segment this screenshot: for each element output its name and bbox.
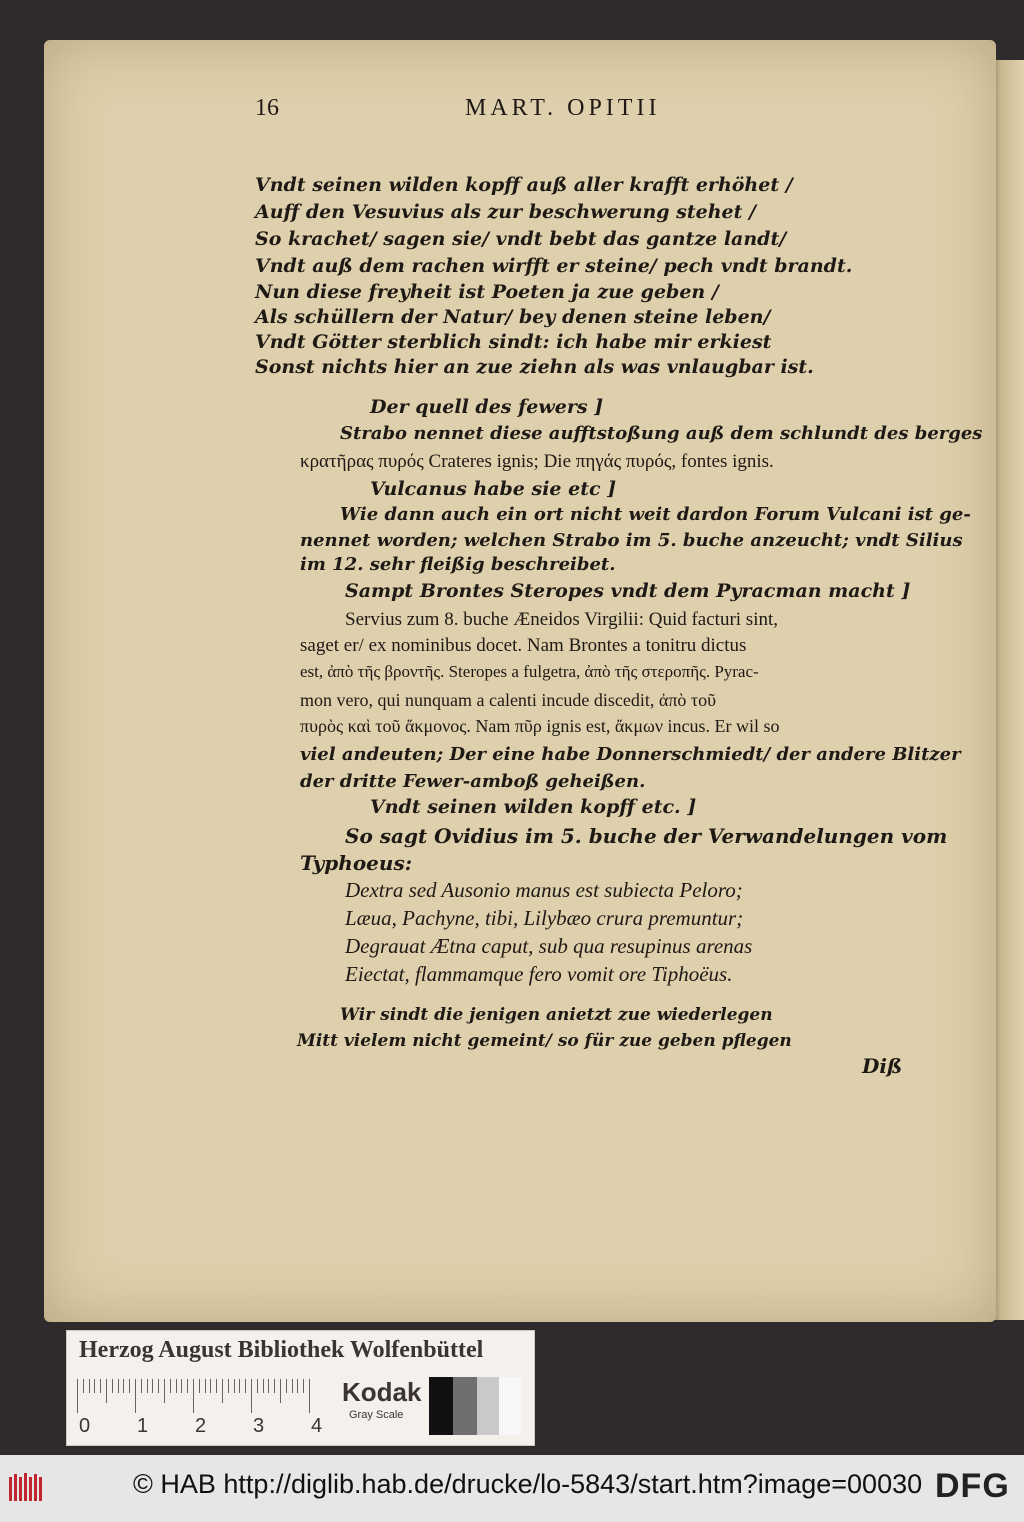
- ruler-tick: [181, 1379, 182, 1393]
- ruler-tick: [251, 1379, 252, 1413]
- note-line: der dritte Fewer-amboß geheißen.: [300, 771, 646, 792]
- ruler-tick: [216, 1379, 217, 1393]
- ruler-number: 1: [137, 1415, 149, 1437]
- verse-line: Als schüllern der Natur/ bey denen steine leben/: [255, 306, 771, 328]
- dfg-logo: DFG: [935, 1467, 1010, 1505]
- page-number: 16: [255, 95, 279, 121]
- ruler-number: 3: [253, 1415, 265, 1437]
- note-line: Strabo nennet diese aufftstoßung auß dem schlundt des berges: [340, 423, 983, 444]
- ruler-tick: [158, 1379, 159, 1393]
- ruler-tick: [135, 1379, 136, 1413]
- ruler-tick: [228, 1379, 229, 1393]
- ruler-number: 0: [79, 1415, 91, 1437]
- note-line: Servius zum 8. buche Æneidos Virgilii: Quid facturi sint,: [345, 609, 779, 630]
- ruler-tick: [234, 1379, 235, 1393]
- ruler-tick: [129, 1379, 130, 1393]
- verse-line: Wir sindt die jenigen anietzt zue wiederlegen: [340, 1005, 773, 1025]
- note-lemma: Vulcanus habe sie etc ]: [370, 478, 617, 500]
- verse-line: So krachet/ sagen sie/ vndt bebt das gantze landt/: [255, 228, 787, 250]
- ruler-number: 4: [311, 1415, 323, 1437]
- ruler-tick: [292, 1379, 293, 1393]
- ruler-tick: [118, 1379, 119, 1393]
- note-line: est, ἀπὸ τῆς βροντῆς. Steropes a fulgetra, ἀπὸ τῆς στεροπῆς. Pyrac-: [300, 662, 759, 681]
- kodak-subtitle: Gray Scale: [349, 1409, 404, 1421]
- note-line: πυρὸς καὶ τοῦ ἄκμονος. Nam πῦρ ignis est, ἄκμων incus. Er wil so: [300, 716, 780, 736]
- ruler-tick: [141, 1379, 142, 1393]
- ruler-tick: [210, 1379, 211, 1393]
- verse-line: Sonst nichts hier an zue ziehn als was vnlaugbar ist.: [255, 356, 814, 378]
- ruler-tick: [193, 1379, 194, 1413]
- running-head: MART. OPITII: [465, 95, 661, 121]
- color-chart: [66, 1330, 535, 1446]
- verse-line: Mitt vielem nicht gemeint/ so für zue geben pflegen: [297, 1031, 792, 1051]
- ruler-tick: [100, 1379, 101, 1393]
- ruler-tick: [286, 1379, 287, 1393]
- note-line: mon vero, qui nunquam a calenti incude discedit, ἀπὸ τοῦ: [300, 690, 717, 710]
- note-lemma: Sampt Brontes Steropes vndt dem Pyracman macht ]: [345, 580, 911, 602]
- verse-line: Nun diese freyheit ist Poeten ja zue geben /: [255, 281, 719, 303]
- latin-verse: Læua, Pachyne, tibi, Lilybæo crura premuntur;: [345, 906, 744, 930]
- ruler-tick: [94, 1379, 95, 1393]
- note-line: Typhoeus:: [300, 851, 413, 875]
- ruler-tick: [106, 1379, 107, 1403]
- ruler-tick: [222, 1379, 223, 1403]
- verse-line: Auff den Vesuvius als zur beschwerung stehet /: [255, 201, 756, 223]
- note-line: So sagt Ovidius im 5. buche der Verwandelungen vom: [345, 824, 948, 848]
- verse-line: Vndt seinen wilden kopff auß aller krafft erhöhet /: [255, 174, 793, 196]
- note-line: im 12. sehr fleißig beschreibet.: [300, 554, 616, 575]
- ruler-tick: [112, 1379, 113, 1393]
- gray-patch: [453, 1377, 477, 1435]
- ruler-tick: [83, 1379, 84, 1393]
- ruler-tick: [297, 1379, 298, 1393]
- latin-verse: Dextra sed Ausonio manus est subiecta Peloro;: [345, 878, 743, 902]
- ruler-tick: [239, 1379, 240, 1393]
- gray-patch: [477, 1377, 499, 1435]
- footer-bar: [0, 1455, 1024, 1522]
- ruler-tick: [263, 1379, 264, 1393]
- gray-patch: [429, 1377, 453, 1435]
- ruler-tick: [89, 1379, 90, 1393]
- ruler-tick: [309, 1379, 310, 1413]
- ruler-tick: [280, 1379, 281, 1403]
- ruler-tick: [205, 1379, 206, 1393]
- ruler-tick: [303, 1379, 304, 1393]
- ruler-tick: [123, 1379, 124, 1393]
- ruler-tick: [257, 1379, 258, 1393]
- ruler-tick: [176, 1379, 177, 1393]
- ruler: [77, 1379, 332, 1415]
- copyright-link[interactable]: © HAB http://diglib.hab.de/drucke/lo-5843/start.htm?image=00030: [133, 1469, 923, 1499]
- verse-line: Vndt auß dem rachen wirfft er steine/ pech vndt brandt.: [255, 255, 853, 277]
- verse-line: Vndt Götter sterblich sindt: ich habe mir erkiest: [255, 331, 772, 353]
- catchword: Diß: [862, 1054, 903, 1078]
- ruler-tick: [147, 1379, 148, 1393]
- ruler-tick: [274, 1379, 275, 1393]
- ruler-tick: [77, 1379, 78, 1413]
- ruler-number: 2: [195, 1415, 207, 1437]
- kodak-logo: Kodak: [342, 1377, 422, 1407]
- note-line: nennet worden; welchen Strabo im 5. buche anzeucht; vndt Silius: [300, 530, 963, 551]
- latin-verse: Eiectat, flammamque fero vomit ore Tiphoëus.: [345, 962, 733, 986]
- ruler-tick: [152, 1379, 153, 1393]
- note-lemma: Vndt seinen wilden kopff etc. ]: [370, 796, 697, 818]
- note-line: saget er/ ex nominibus docet. Nam Brontes a tonitru dictus: [300, 635, 747, 656]
- library-logo-icon: [8, 1471, 44, 1503]
- latin-verse: Degrauat Ætna caput, sub qua resupinus arenas: [345, 934, 753, 958]
- ruler-tick: [170, 1379, 171, 1393]
- note-lemma: Der quell des fewers ]: [370, 396, 604, 418]
- note-line: viel andeuten; Der eine habe Donnerschmiedt/ der andere Blitzer: [300, 744, 961, 765]
- chart-title: Herzog August Bibliothek Wolfenbüttel: [79, 1337, 484, 1363]
- ruler-tick: [199, 1379, 200, 1393]
- ruler-tick: [268, 1379, 269, 1393]
- note-line: Wie dann auch ein ort nicht weit dardon Forum Vulcani ist ge-: [340, 504, 971, 525]
- ruler-tick: [187, 1379, 188, 1393]
- note-line: κρατῆρας πυρός Crateres ignis; Die πηγάς πυρός, fontes ignis.: [300, 451, 774, 472]
- gray-patch: [499, 1377, 521, 1435]
- ruler-tick: [164, 1379, 165, 1403]
- ruler-tick: [245, 1379, 246, 1393]
